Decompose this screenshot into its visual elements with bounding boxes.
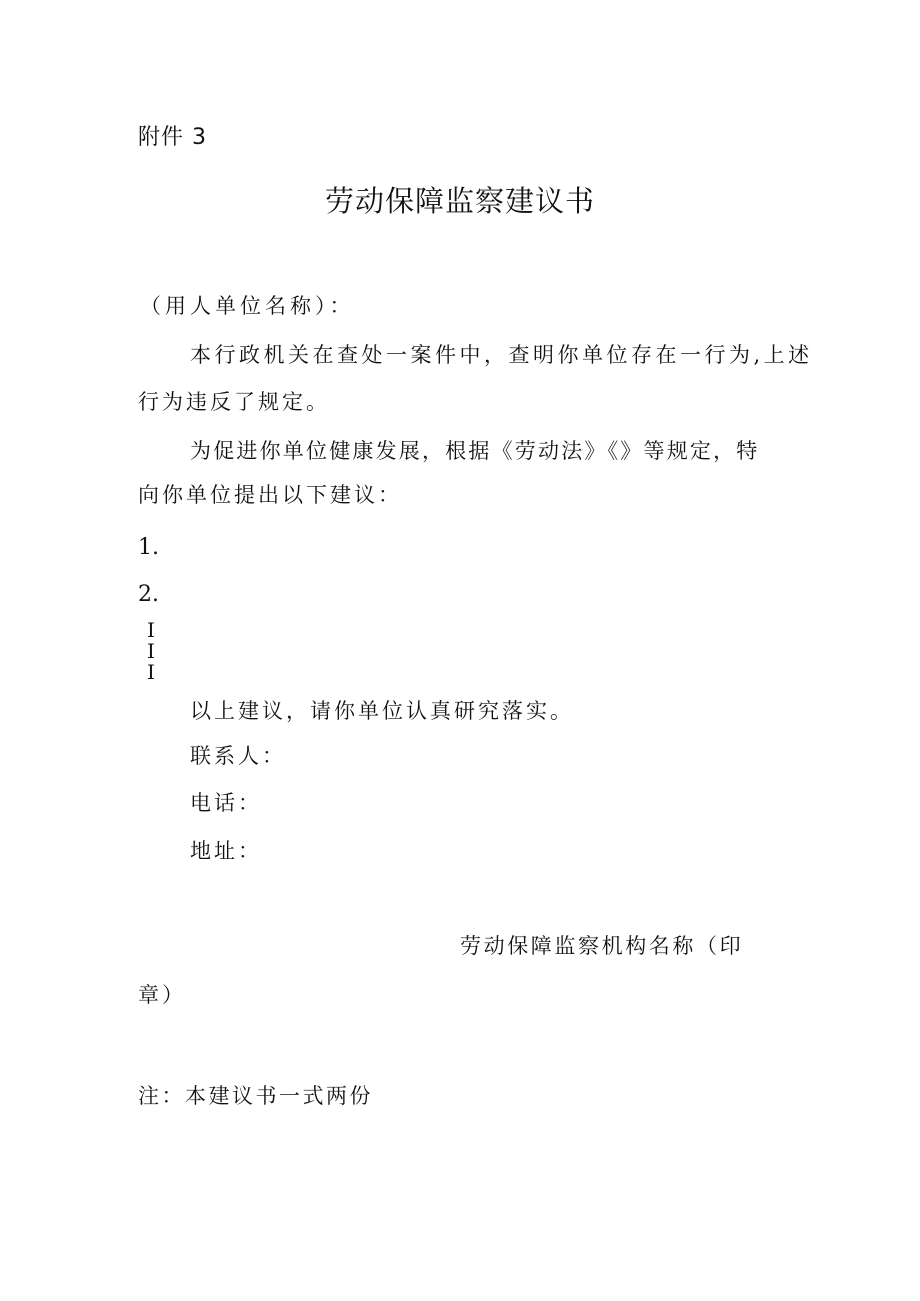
- attachment-label: 附件 3: [138, 125, 207, 150]
- suggestion-item-2: 2.: [138, 582, 159, 607]
- document-title: 劳动保障监察建议书: [324, 184, 595, 218]
- address-label: 地址：: [190, 839, 262, 863]
- footnote: 注：本建议书一式两份: [138, 1084, 373, 1108]
- ellipsis-mark-2: I: [147, 639, 155, 663]
- closing-statement: 以上建议，请你单位认真研究落实。: [190, 699, 574, 723]
- ellipsis-mark-3: I: [147, 660, 155, 684]
- ellipsis-mark-1: I: [147, 618, 155, 642]
- suggestion-item-1: 1.: [138, 535, 159, 560]
- phone-label: 电话：: [190, 791, 262, 815]
- contact-person-label: 联系人：: [190, 744, 286, 768]
- paragraph-1-line-1: 本行政机关在查处一案件中，查明你单位存在一行为,上述: [190, 343, 813, 367]
- paragraph-2-line-2: 向你单位提出以下建议：: [138, 483, 402, 507]
- addressee-line: （用人单位名称）：: [140, 294, 355, 318]
- org-signature-line-2: 章）: [138, 983, 186, 1007]
- paragraph-1-line-2: 行为违反了规定。: [138, 390, 330, 414]
- paragraph-2-line-1: 为促进你单位健康发展，根据《劳动法》《》等规定，特: [190, 439, 760, 463]
- org-signature-line-1: 劳动保障监察机构名称（印: [460, 934, 744, 958]
